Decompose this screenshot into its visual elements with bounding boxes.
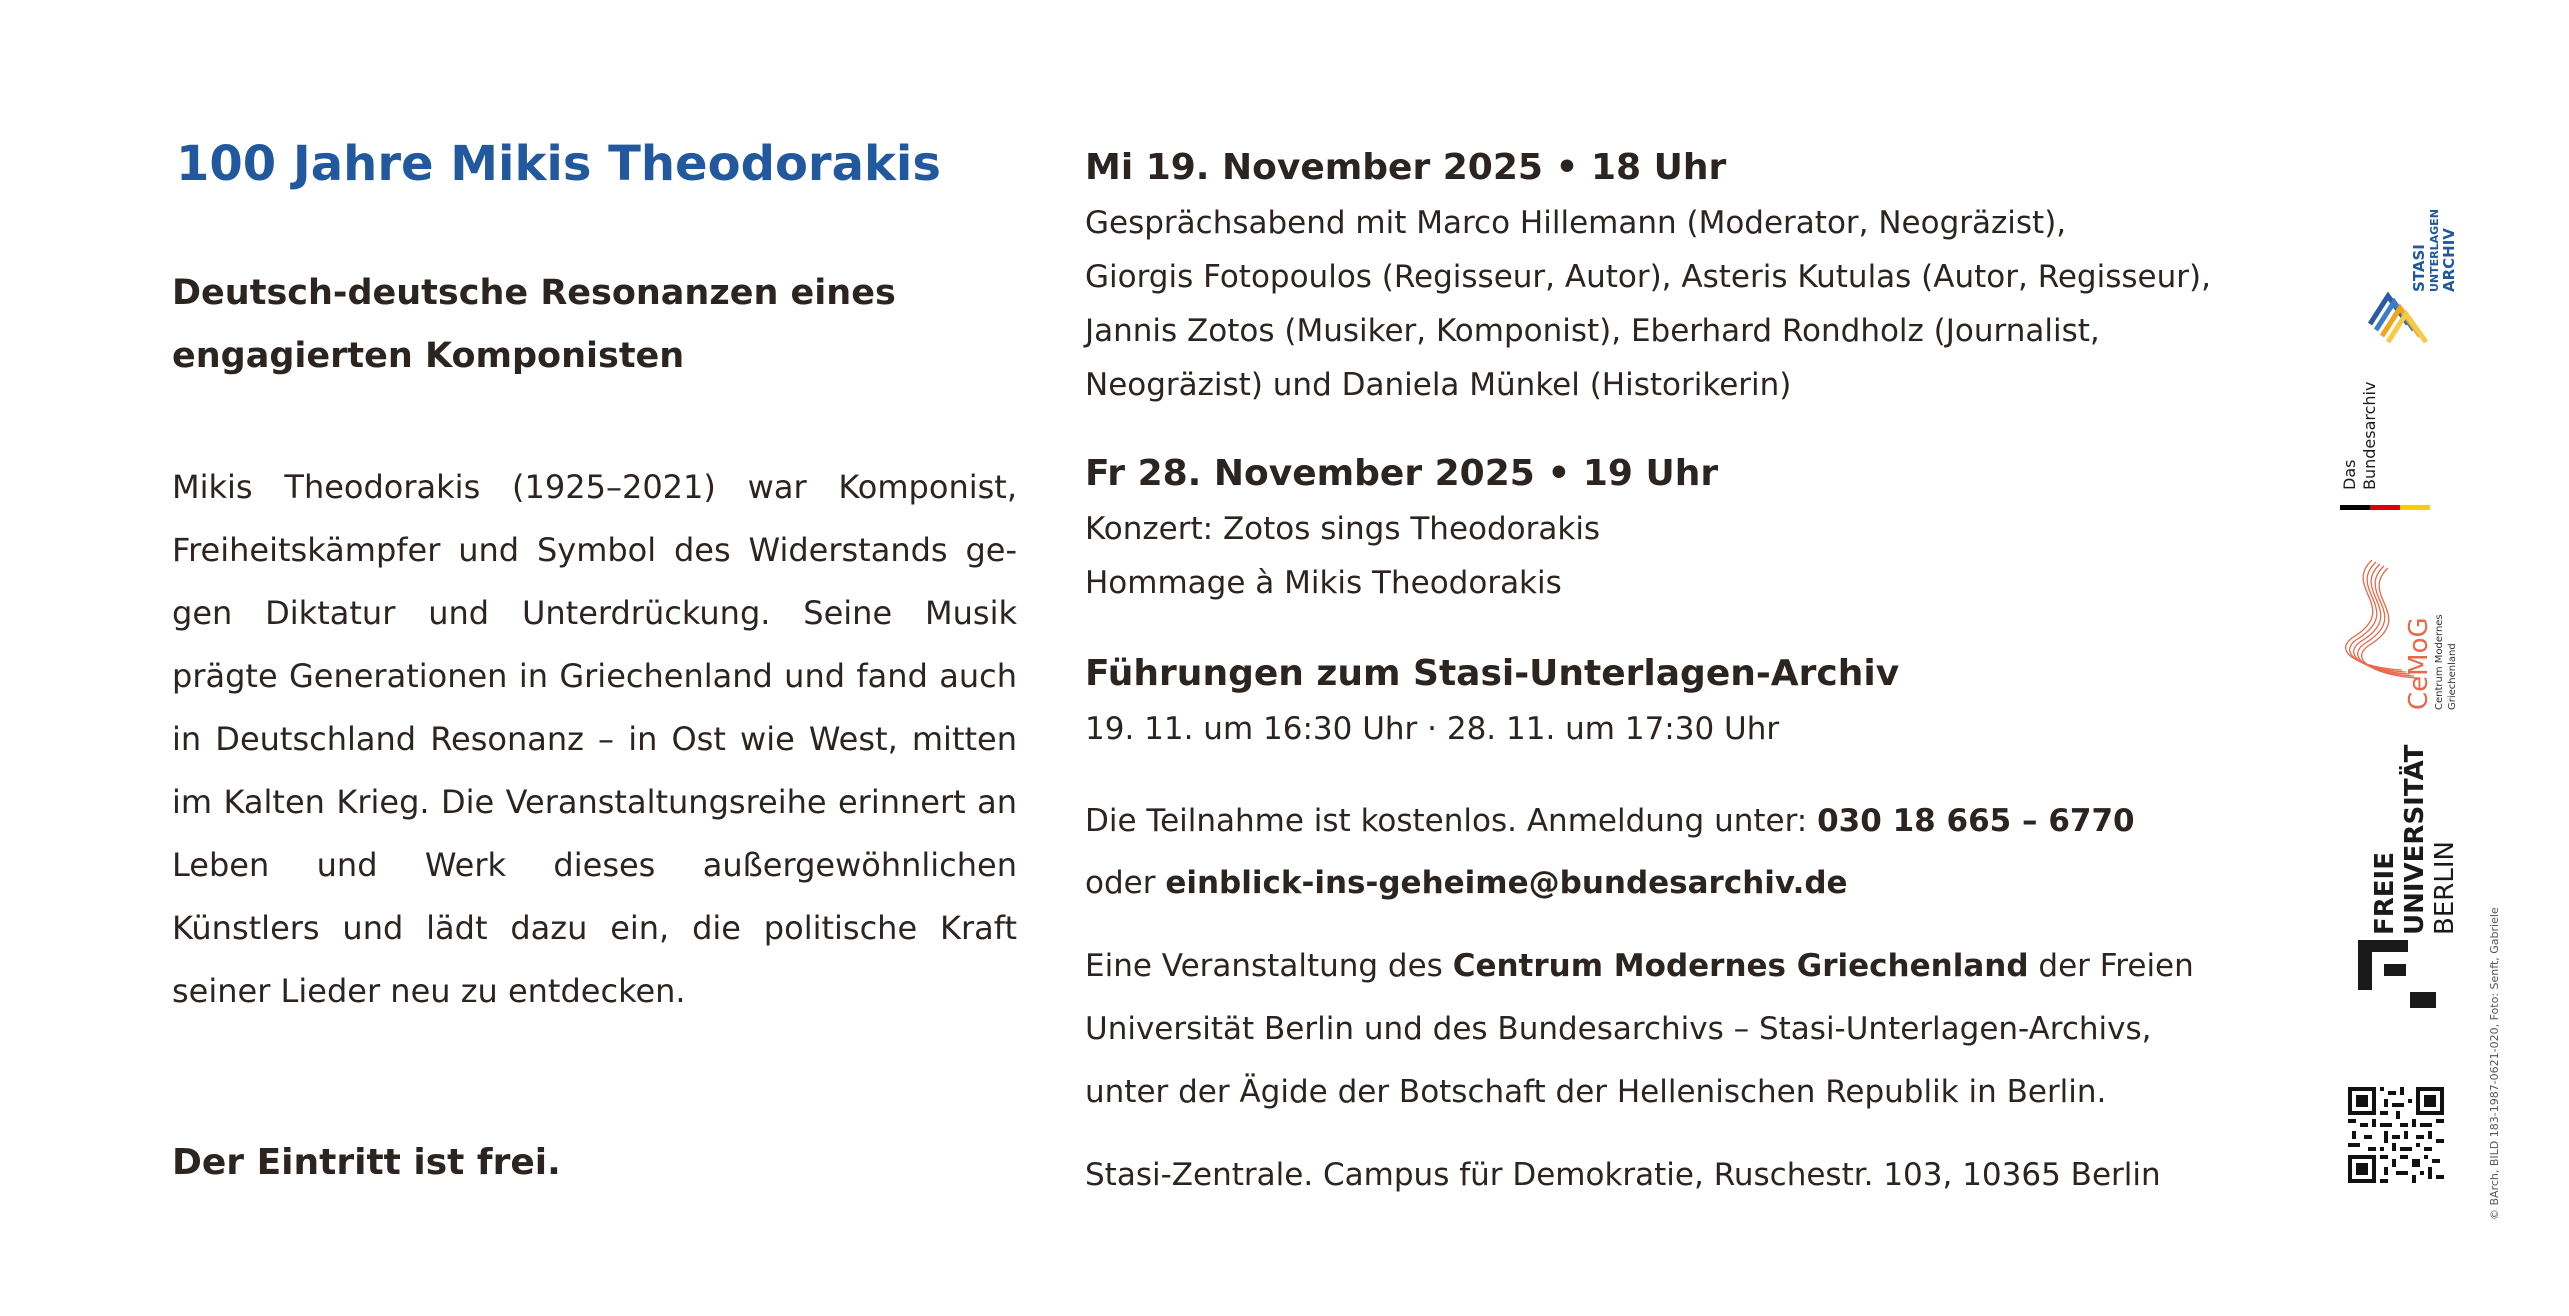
bundesarchiv-logo-line: Das: [2340, 459, 2359, 490]
organizer-line: [1085, 935, 2265, 998]
flag-stripe-black: [2340, 505, 2370, 510]
registration-line: [1085, 790, 2265, 852]
cemog-logo-name: CeMoG: [2404, 617, 2434, 710]
organizer-text: der Freien: [2028, 948, 2194, 984]
organizer-line: unter der Ägide der Botschaft der Hellenischen Republik in Berlin.: [1085, 1074, 2107, 1110]
stasi-logo-line: ARCHIV: [2440, 228, 2458, 292]
event-line: Jannis Zotos (Musiker, Komponist), Eberhard Rondholz (Journalist,: [1085, 313, 2100, 349]
event-line: Konzert: Zotos sings Theodorakis: [1085, 511, 1601, 547]
subtitle-line: Deutsch-deutsche Resonanzen eines: [172, 273, 896, 313]
email-link[interactable]: einblick-ins-geheime@bundesarchiv.de: [1165, 865, 1848, 901]
bundesarchiv-logo: [2340, 381, 2450, 520]
event-line: Hommage à Mikis Theodorakis: [1085, 565, 1562, 601]
organizer-text: Eine Veranstaltung des: [1085, 948, 1453, 984]
fu-berlin-logo: [2350, 744, 2460, 1010]
event-1: [1085, 140, 2265, 412]
organizer-name: Centrum Modernes Griechenland: [1452, 948, 2029, 984]
cemog-logo-line: Centrum Modernes: [2434, 614, 2445, 710]
organizer: [1085, 935, 2265, 1124]
event-2: [1085, 446, 2265, 610]
event-line: Gesprächsabend mit Marco Hillemann (Moderator, Neogräzist),: [1085, 205, 2067, 241]
cemog-logo-line: Griechenland: [2447, 643, 2458, 710]
organizer-line: Universität Berlin und des Bundesarchivs – Stasi-Unterlagen-Archivs,: [1085, 1011, 2152, 1047]
stasi-logo-line: UNTERLAGEN: [2428, 209, 2441, 292]
event-heading: Führungen zum Stasi-Unterlagen-Archiv: [1085, 653, 1900, 694]
stasi-archiv-logo: [2368, 184, 2458, 344]
event-line: Neogräzist) und Daniela Münkel (Historikerin): [1085, 367, 1792, 403]
flag-stripe-red: [2370, 505, 2400, 510]
phone-number[interactable]: 030 18 665 – 6770: [1817, 803, 2135, 839]
fu-berlin-emblem-icon: [2358, 940, 2438, 1010]
subtitle: [172, 262, 972, 388]
qr-code-icon: [2348, 1087, 2444, 1183]
subtitle-line: engagierten Komponisten: [172, 336, 685, 376]
flag-stripe-gold: [2400, 505, 2430, 510]
event-line: 19. 11. um 16:30 Uhr · 28. 11. um 17:30 Uhr: [1085, 711, 1780, 747]
event-heading: Fr 28. November 2025 • 19 Uhr: [1085, 453, 1719, 494]
photo-credit: © BArch, BILD 183-1987-0621-020, Foto: Senft, Gabriele: [2488, 907, 2501, 1220]
stasi-logo-line: STASI: [2410, 244, 2428, 292]
bundesarchiv-logo-line: Bundesarchiv: [2360, 381, 2379, 490]
page-title: 100 Jahre Mikis Theodorakis: [176, 136, 941, 192]
event-line: Giorgis Fotopoulos (Regisseur, Autor), Asteris Kutulas (Autor, Regisseur),: [1085, 259, 2211, 295]
fu-logo-line: UNIVERSITÄT: [2400, 744, 2430, 935]
location-address: Stasi-Zentrale. Campus für Demokratie, Ruschestr. 103, 10365 Berlin: [1085, 1157, 2161, 1193]
registration-email-line: [1085, 852, 2265, 914]
qr-code[interactable]: [2348, 1087, 2444, 1183]
registration: [1085, 790, 2265, 914]
description-paragraph: Mikis Theodorakis (1925–2021) war Komponist, Freiheitskämpfer und Symbol des Widerstands gegen Diktatur und Unterdrückung. Seine Musik prägte Generationen in Griechenland und fand auch in Deutschland Resonanz – in Ost wie West, mitten im Kalten Krieg. Die Veranstaltungsreihe erinnert an Leben und Werk dieses außergewöhnlichen Künstlers und lädt dazu ein, die politische Kraft seiner Lieder neu zu entdecken.: [172, 468, 1017, 1010]
event-heading: Mi 19. November 2025 • 18 Uhr: [1085, 147, 1727, 188]
free-entry-note: Der Eintritt ist frei.: [172, 1142, 561, 1183]
cemog-logo: [2336, 560, 2466, 710]
registration-or: oder: [1085, 865, 1166, 901]
registration-prefix: Die Teilnahme ist kostenlos. Anmeldung unter:: [1085, 803, 1818, 839]
event-3: [1085, 646, 2265, 756]
fu-logo-line: FREIE: [2370, 852, 2400, 935]
fu-logo-line: BERLIN: [2430, 841, 2460, 935]
